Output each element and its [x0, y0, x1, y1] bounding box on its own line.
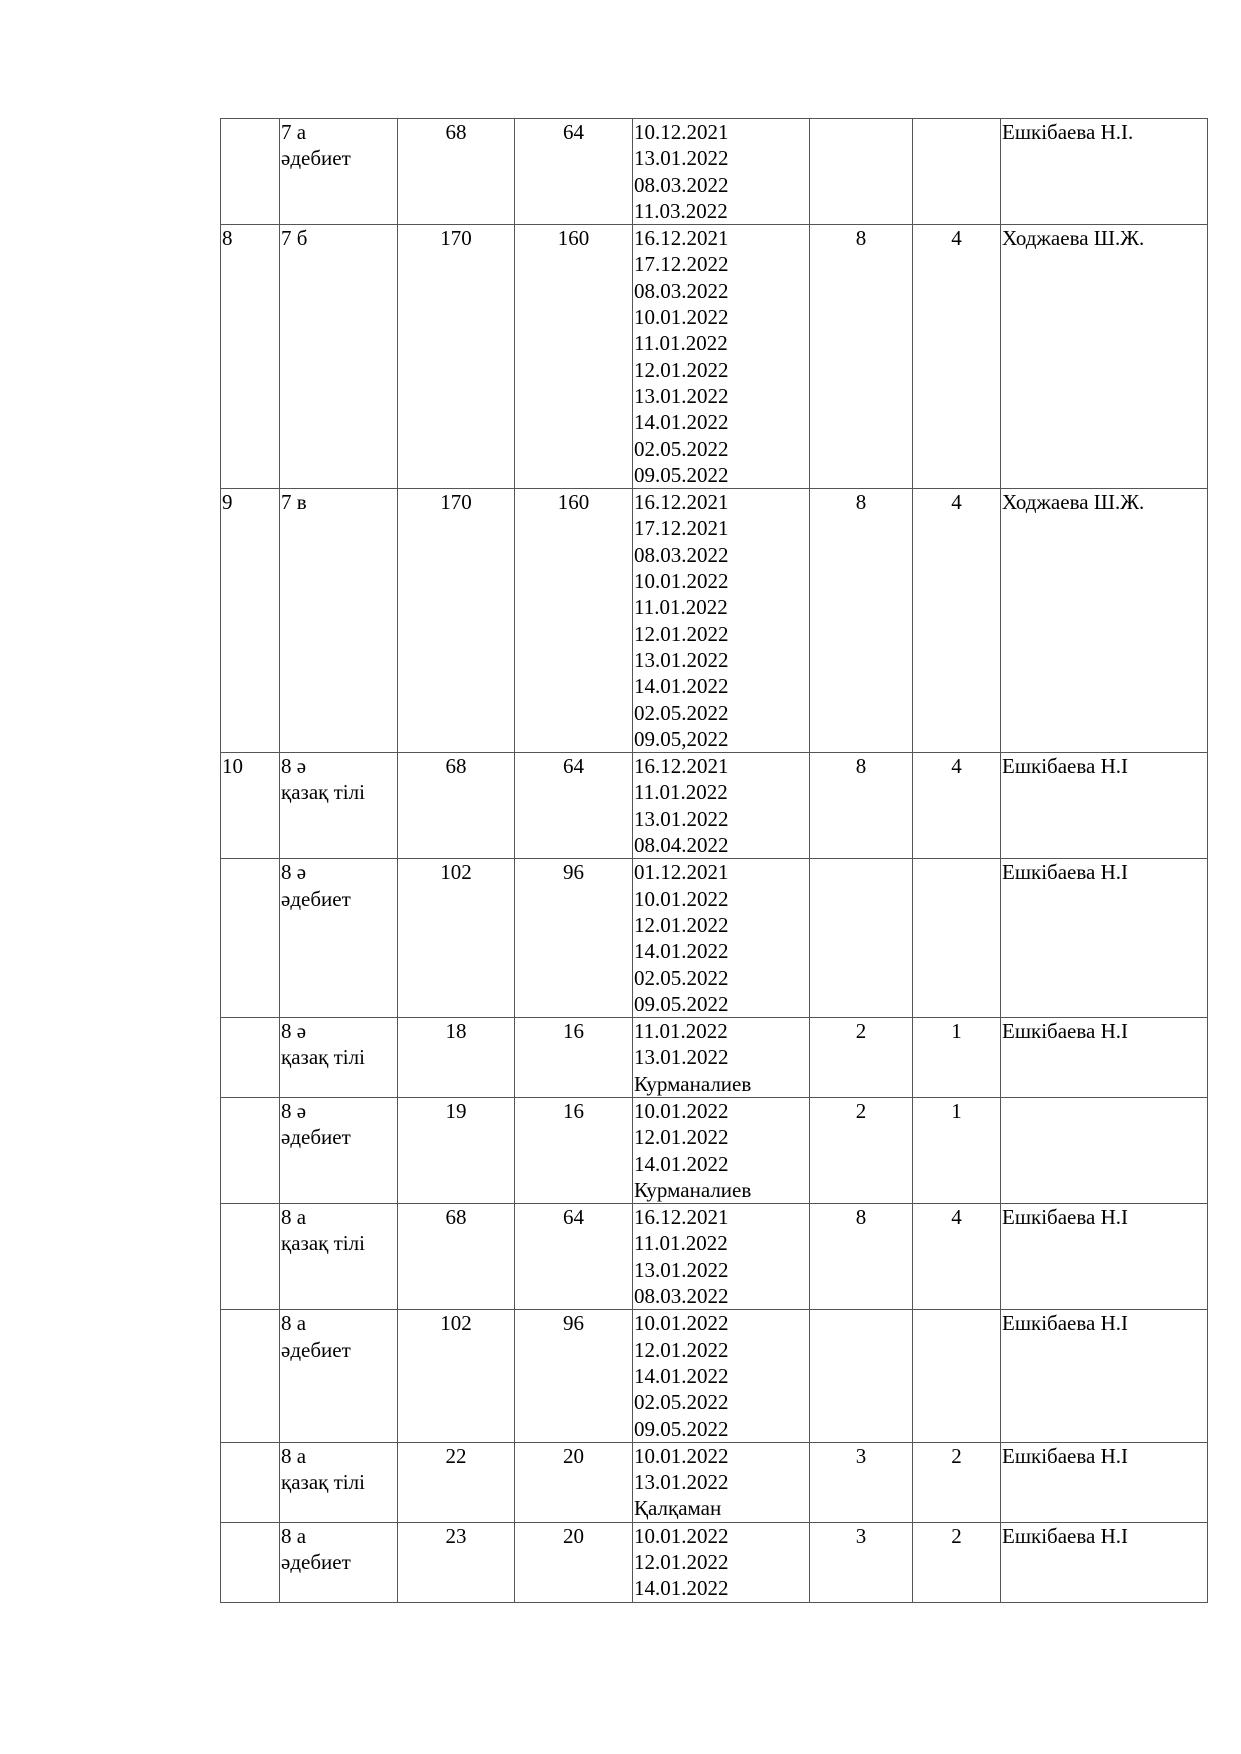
table-row — [221, 119, 1208, 225]
table-row — [221, 1442, 1208, 1522]
count-b-cell — [913, 1097, 1001, 1203]
row-number-cell — [221, 489, 280, 753]
count-b: 4 — [951, 490, 962, 515]
date-entry: Курманалиев — [634, 1071, 752, 1096]
class-name: 7 а — [281, 120, 307, 144]
count-a: 3 — [855, 1443, 867, 1468]
count-b: 1 — [951, 1098, 962, 1123]
teacher-cell — [1001, 1442, 1208, 1522]
date-entry: 11.01.2022 — [634, 1019, 728, 1044]
subject-name: әдебиет — [281, 1337, 351, 1362]
date-entry: 13.01.2022 — [634, 1257, 729, 1282]
date-entry: 10.01.2022 — [634, 1523, 729, 1548]
planned-hours: 68 — [445, 1205, 467, 1230]
completed-hours-cell — [515, 1310, 633, 1442]
count-b: 2 — [951, 1523, 962, 1548]
date-entry: 10.01.2022 — [634, 1311, 729, 1336]
planned-hours: 68 — [445, 754, 467, 779]
count-a: 8 — [855, 490, 867, 515]
count-b-cell — [913, 753, 1001, 859]
completed-hours: 96 — [563, 860, 584, 885]
dates-cell — [633, 753, 810, 859]
count-b: 4 — [951, 1205, 962, 1230]
planned-hours: 22 — [445, 1443, 467, 1468]
count-a: 3 — [855, 1523, 867, 1548]
date-entry: 02.05.2022 — [634, 700, 729, 725]
planned-hours-cell — [398, 1310, 515, 1442]
planned-hours-cell — [398, 225, 515, 489]
row-number-cell — [221, 119, 280, 225]
count-a: 8 — [855, 1205, 867, 1230]
count-a-cell — [810, 489, 913, 753]
teacher-cell — [1001, 753, 1208, 859]
count-a-cell — [810, 225, 913, 489]
count-b: 2 — [951, 1443, 962, 1468]
date-entry: 12.01.2022 — [634, 1550, 729, 1575]
date-entry: 02.05.2022 — [634, 436, 729, 461]
table-row — [221, 753, 1208, 859]
completed-hours: 16 — [563, 1019, 584, 1044]
date-entry: 12.01.2022 — [634, 357, 729, 382]
teacher-cell — [1001, 859, 1208, 1018]
class-subject-cell — [280, 753, 398, 859]
count-a-cell — [810, 1097, 913, 1203]
date-entry: 01.12.2021 — [634, 860, 729, 885]
row-number: 9 — [222, 490, 233, 515]
class-subject-cell — [280, 225, 398, 489]
planned-hours-cell — [398, 753, 515, 859]
row-number-cell — [221, 1522, 280, 1602]
schedule-table — [220, 118, 1208, 1603]
subject-name: қазақ тілі — [281, 1231, 365, 1256]
date-entry: 09.05.2022 — [634, 1416, 729, 1441]
date-entry: 16.12.2021 — [634, 754, 729, 779]
row-number-cell — [221, 1204, 280, 1310]
count-b-cell — [913, 489, 1001, 753]
row-number-cell — [221, 1442, 280, 1522]
completed-hours-cell — [515, 225, 633, 489]
date-entry: 14.01.2022 — [634, 1151, 729, 1176]
teacher-cell — [1001, 1097, 1208, 1203]
date-entry: 10.01.2022 — [634, 1098, 729, 1123]
table-row — [221, 1204, 1208, 1310]
dates-cell — [633, 489, 810, 753]
dates-cell — [633, 1018, 810, 1098]
completed-hours: 20 — [563, 1523, 584, 1548]
date-entry: 09.05,2022 — [634, 726, 729, 751]
date-entry: 09.05.2022 — [634, 462, 729, 487]
teacher-name: Ешкібаева Н.І — [1002, 754, 1128, 779]
table-row — [221, 1310, 1208, 1442]
teacher-name: Ешкібаева Н.І — [1002, 1443, 1128, 1468]
date-entry: 14.01.2022 — [634, 939, 729, 964]
date-entry: 08.04.2022 — [634, 833, 729, 858]
date-entry: 09.05.2022 — [634, 991, 729, 1016]
subject-name: әдебиет — [281, 1125, 351, 1150]
dates-cell — [633, 1522, 810, 1602]
planned-hours: 68 — [445, 120, 467, 144]
date-entry: 14.01.2022 — [634, 1576, 729, 1601]
row-number: 10 — [222, 754, 243, 779]
date-entry: 08.03.2022 — [634, 278, 729, 303]
class-subject-cell — [280, 1018, 398, 1098]
planned-hours: 170 — [440, 226, 472, 251]
class-name: 8 ә — [281, 860, 307, 885]
completed-hours-cell — [515, 489, 633, 753]
completed-hours-cell — [515, 1204, 633, 1310]
date-entry: 10.01.2022 — [634, 569, 729, 594]
planned-hours: 102 — [440, 860, 472, 885]
date-entry: 17.12.2021 — [634, 516, 729, 541]
dates-cell — [633, 859, 810, 1018]
count-a-cell — [810, 1018, 913, 1098]
planned-hours: 19 — [445, 1098, 467, 1123]
teacher-cell — [1001, 225, 1208, 489]
date-entry: 16.12.2021 — [634, 1205, 729, 1230]
completed-hours-cell — [515, 1522, 633, 1602]
count-a-cell — [810, 1442, 913, 1522]
class-subject-cell — [280, 859, 398, 1018]
date-entry: 11.03.2022 — [634, 198, 728, 223]
teacher-cell — [1001, 489, 1208, 753]
teacher-name: Ешкібаева Н.І — [1002, 1311, 1128, 1336]
subject-name: әдебиет — [281, 1550, 351, 1575]
date-entry: 16.12.2021 — [634, 226, 729, 251]
count-b-cell — [913, 1018, 1001, 1098]
teacher-cell — [1001, 1018, 1208, 1098]
dates-cell — [633, 225, 810, 489]
date-entry: 12.01.2022 — [634, 1337, 729, 1362]
class-subject-cell — [280, 1097, 398, 1203]
date-entry: 08.03.2022 — [634, 542, 729, 567]
table-row — [221, 225, 1208, 489]
class-name: 8 ә — [281, 1019, 307, 1044]
class-name: 7 в — [281, 490, 307, 515]
completed-hours-cell — [515, 119, 633, 225]
date-entry: 13.01.2022 — [634, 146, 729, 171]
dates-cell — [633, 1097, 810, 1203]
class-name: 8 ә — [281, 1098, 307, 1123]
planned-hours-cell — [398, 1442, 515, 1522]
date-entry: 14.01.2022 — [634, 674, 729, 699]
dates-cell — [633, 1310, 810, 1442]
count-a-cell — [810, 1522, 913, 1602]
date-entry: 08.03.2022 — [634, 1284, 729, 1309]
count-a-cell — [810, 119, 913, 225]
class-subject-cell — [280, 1204, 398, 1310]
count-b: 4 — [951, 226, 962, 251]
planned-hours: 102 — [440, 1311, 472, 1336]
teacher-cell — [1001, 119, 1208, 225]
count-b-cell — [913, 1442, 1001, 1522]
completed-hours: 16 — [563, 1098, 584, 1123]
planned-hours: 18 — [445, 1019, 467, 1044]
teacher-name: Ешкібаева Н.І — [1002, 1019, 1128, 1044]
teacher-name: Ходжаева Ш.Ж. — [1002, 226, 1145, 251]
teacher-name: Ешкібаева Н.І — [1002, 1205, 1128, 1230]
count-b-cell — [913, 1204, 1001, 1310]
completed-hours-cell — [515, 753, 633, 859]
planned-hours-cell — [398, 859, 515, 1018]
planned-hours: 170 — [440, 490, 472, 515]
date-entry: 10.01.2022 — [634, 305, 729, 330]
date-entry: Курманалиев — [634, 1177, 752, 1202]
teacher-cell — [1001, 1522, 1208, 1602]
date-entry: 12.01.2022 — [634, 912, 729, 937]
completed-hours: 64 — [563, 754, 584, 779]
date-entry: 13.01.2022 — [634, 806, 729, 831]
completed-hours-cell — [515, 1018, 633, 1098]
table-row — [221, 1522, 1208, 1602]
count-b: 4 — [951, 754, 962, 779]
subject-name: әдебиет — [281, 146, 351, 171]
class-subject-cell — [280, 1310, 398, 1442]
row-number-cell — [221, 1310, 280, 1442]
date-entry: 10.01.2022 — [634, 1443, 729, 1468]
teacher-name: Ешкібаева Н.І — [1002, 860, 1128, 885]
date-entry: 17.12.2022 — [634, 252, 729, 277]
count-b-cell — [913, 119, 1001, 225]
date-entry: 11.01.2022 — [634, 331, 728, 356]
class-name: 8 а — [281, 1523, 307, 1548]
count-a: 8 — [855, 754, 867, 779]
completed-hours-cell — [515, 1442, 633, 1522]
date-entry: 14.01.2022 — [634, 410, 729, 435]
row-number-cell — [221, 859, 280, 1018]
planned-hours-cell — [398, 1018, 515, 1098]
teacher-name: Ешкібаева Н.І — [1002, 1523, 1128, 1548]
date-entry: 11.01.2022 — [634, 1231, 728, 1256]
class-subject-cell — [280, 1442, 398, 1522]
planned-hours-cell — [398, 1522, 515, 1602]
date-entry: Қалқаман — [634, 1496, 722, 1521]
count-b: 1 — [951, 1019, 962, 1044]
completed-hours-cell — [515, 1097, 633, 1203]
count-b-cell — [913, 1310, 1001, 1442]
table-row — [221, 489, 1208, 753]
row-number-cell — [221, 1018, 280, 1098]
count-a-cell — [810, 753, 913, 859]
class-name: 8 а — [281, 1311, 307, 1336]
dates-cell — [633, 1204, 810, 1310]
date-entry: 12.01.2022 — [634, 621, 729, 646]
count-a: 2 — [855, 1019, 867, 1044]
completed-hours: 96 — [563, 1311, 584, 1336]
date-entry: 02.05.2022 — [634, 965, 729, 990]
completed-hours: 20 — [563, 1443, 584, 1468]
date-entry: 14.01.2022 — [634, 1363, 729, 1388]
table-row — [221, 859, 1208, 1018]
count-a: 2 — [855, 1098, 867, 1123]
date-entry: 08.03.2022 — [634, 172, 729, 197]
planned-hours-cell — [398, 1204, 515, 1310]
row-number-cell — [221, 753, 280, 859]
row-number-cell — [221, 225, 280, 489]
subject-name: қазақ тілі — [281, 1470, 365, 1495]
completed-hours: 64 — [563, 120, 584, 144]
count-a-cell — [810, 859, 913, 1018]
completed-hours-cell — [515, 859, 633, 1018]
date-entry: 13.01.2022 — [634, 383, 729, 408]
subject-name: қазақ тілі — [281, 780, 365, 805]
completed-hours: 160 — [557, 226, 590, 251]
planned-hours: 23 — [445, 1523, 467, 1548]
count-a-cell — [810, 1204, 913, 1310]
row-number: 8 — [222, 226, 233, 251]
date-entry: 11.01.2022 — [634, 595, 728, 620]
teacher-cell — [1001, 1204, 1208, 1310]
date-entry: 13.01.2022 — [634, 1470, 729, 1495]
dates-cell — [633, 119, 810, 225]
count-b-cell — [913, 225, 1001, 489]
count-b-cell — [913, 859, 1001, 1018]
date-entry: 13.01.2022 — [634, 647, 729, 672]
class-name: 8 ә — [281, 754, 307, 779]
date-entry: 16.12.2021 — [634, 490, 729, 515]
count-b-cell — [913, 1522, 1001, 1602]
completed-hours: 64 — [563, 1205, 584, 1230]
class-name: 8 а — [281, 1205, 307, 1230]
subject-name: қазақ тілі — [281, 1045, 365, 1070]
date-entry: 13.01.2022 — [634, 1045, 729, 1070]
class-name: 8 а — [281, 1443, 307, 1468]
teacher-name: Ходжаева Ш.Ж. — [1002, 490, 1145, 515]
table-row — [221, 1018, 1208, 1098]
subject-name: әдебиет — [281, 886, 351, 911]
count-a-cell — [810, 1310, 913, 1442]
table-row — [221, 1097, 1208, 1203]
count-a: 8 — [855, 226, 867, 251]
table-body — [221, 119, 1208, 1603]
row-number-cell — [221, 1097, 280, 1203]
planned-hours-cell — [398, 119, 515, 225]
date-entry: 10.01.2022 — [634, 886, 729, 911]
date-entry: 12.01.2022 — [634, 1125, 729, 1150]
date-entry: 11.01.2022 — [634, 780, 728, 805]
completed-hours: 160 — [557, 490, 590, 515]
teacher-cell — [1001, 1310, 1208, 1442]
date-entry: 02.05.2022 — [634, 1390, 729, 1415]
teacher-name: Ешкібаева Н.І. — [1002, 120, 1134, 144]
class-subject-cell — [280, 489, 398, 753]
planned-hours-cell — [398, 489, 515, 753]
class-subject-cell — [280, 1522, 398, 1602]
dates-cell — [633, 1442, 810, 1522]
planned-hours-cell — [398, 1097, 515, 1203]
class-name: 7 б — [281, 226, 308, 251]
date-entry: 10.12.2021 — [634, 120, 729, 144]
class-subject-cell — [280, 119, 398, 225]
